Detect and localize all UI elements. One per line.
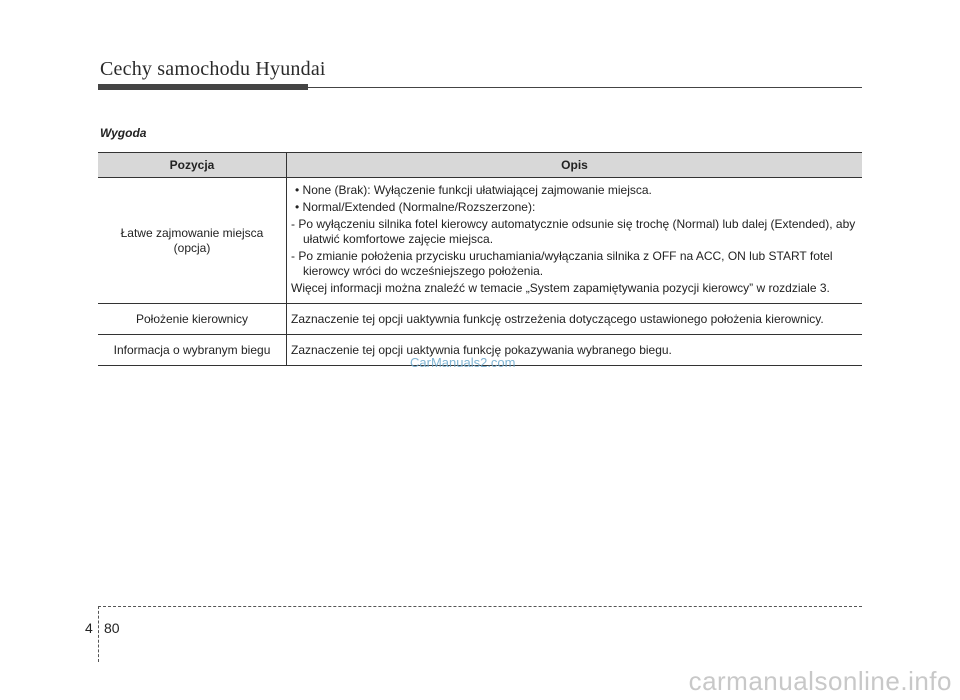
row-description: Zaznaczenie tej opcji uaktywnia funkcję pokazywania wybranego biegu. [287, 335, 863, 366]
description-line: • None (Brak): Wyłączenie funkcji ułatwiającej zajmowanie miejsca. [295, 183, 652, 197]
section-title: Wygoda [100, 126, 147, 140]
description-line: - Po wyłączeniu silnika fotel kierowcy automatycznie odsunie się trochę (Normal) lub dalej (Extended), aby ułatwić komfortowe zajęcie miejsca. [291, 217, 856, 246]
features-table [98, 152, 862, 366]
watermark-overlay: CarManuals2.com [410, 355, 516, 370]
row-position-label: Położenie kierownicy [98, 304, 287, 335]
footer-divider [98, 606, 862, 607]
chapter-number: 4 [85, 620, 93, 636]
description-line: - Po zmianie położenia przycisku uruchamiania/wyłączania silnika z OFF na ACC, ON lub START fotel kierowcy wróci do wcześniejszego położenia. [291, 249, 833, 278]
table-row [98, 304, 862, 335]
page-header-title: Cechy samochodu Hyundai [100, 58, 326, 80]
header-accent-bar [98, 84, 308, 90]
description-line: Więcej informacji można znaleźć w temacie „System zapamiętywania pozycji kierowcy” w rozdziale 3. [291, 281, 830, 295]
table-row [98, 178, 862, 304]
row-description [287, 178, 863, 304]
footer-vertical-divider [98, 606, 99, 662]
row-description: Zaznaczenie tej opcji uaktywnia funkcję ostrzeżenia dotyczącego ustawionego położenia kierownicy. [287, 304, 863, 335]
column-header-position: Pozycja [98, 153, 287, 178]
column-header-description: Opis [287, 153, 863, 178]
row-position-label: Łatwe zajmowanie miejsca (opcja) [98, 178, 287, 304]
description-line: • Normal/Extended (Normalne/Rozszerzone): [295, 200, 536, 214]
site-watermark: carmanualsonline.info [688, 666, 952, 696]
page-number: 80 [104, 620, 120, 636]
row-position-label: Informacja o wybranym biegu [98, 335, 287, 366]
table-header-row [98, 153, 862, 178]
